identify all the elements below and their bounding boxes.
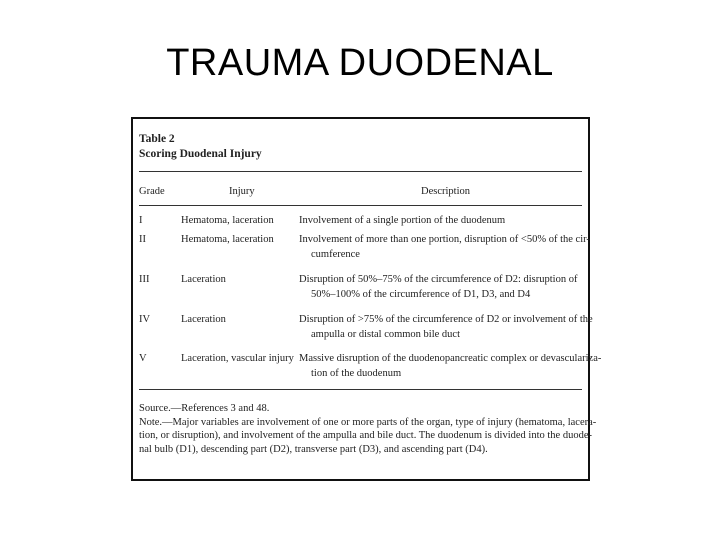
table-bottom-rule (139, 389, 582, 390)
description-line: Involvement of a single portion of the duodenum (299, 215, 506, 226)
injury-cell: Laceration, vascular injury (181, 353, 294, 364)
note-line: tion, or disruption), and involvement of the ampulla and bile duct. The duodenum is divided into the duode- (139, 430, 592, 441)
header-grade: Grade (139, 186, 165, 197)
slide-title: TRAUMA DUODENAL (166, 42, 554, 84)
description-line: Massive disruption of the duodenopancreatic complex or devascularizа- (299, 353, 602, 364)
note-line: Note.—Major variables are involvement of one or more parts of the organ, type of injury (hematoma, lacera- (139, 416, 597, 428)
grade-cell: V (139, 353, 147, 364)
grade-cell: II (139, 234, 146, 245)
description-cell (299, 273, 583, 302)
note-line: nal bulb (D1), descending part (D2), transverse part (D3), and ascending part (D4). (139, 443, 488, 455)
description-cell (299, 214, 583, 229)
description-line: cumference (311, 248, 360, 260)
table-notes (139, 402, 597, 456)
injury-cell: Hematoma, laceration (181, 234, 274, 245)
grade-cell: III (139, 274, 150, 285)
source-line: Source.—References 3 and 48. (139, 403, 270, 414)
injury-cell: Laceration (181, 274, 226, 285)
injury-cell: Laceration (181, 314, 226, 325)
table-top-rule (139, 171, 582, 172)
description-cell (299, 352, 602, 381)
description-line: Disruption of 50%–75% of the circumference of D2: disruption of (299, 274, 578, 285)
header-injury: Injury (229, 186, 255, 197)
grade-cell: IV (139, 314, 151, 325)
table-label: Table 2 (139, 133, 175, 145)
description-cell (299, 233, 590, 262)
grade-cell: I (139, 215, 143, 226)
table-title: Scoring Duodenal Injury (139, 148, 262, 160)
header-rule (139, 205, 582, 206)
description-cell (299, 313, 593, 342)
injury-cell: Hematoma, laceration (181, 215, 274, 226)
description-line: Disruption of >75% of the circumference of D2 or involvement of the (299, 314, 593, 325)
scoring-table-image (131, 117, 602, 481)
description-line: 50%–100% of the circumference of D1, D3, and D4 (311, 288, 531, 300)
description-line: Involvement of more than one portion, disruption of <50% of the cir- (299, 234, 590, 245)
description-line: tion of the duodenum (311, 367, 402, 379)
description-line: ampulla or distal common bile duct (311, 328, 461, 340)
header-description: Description (421, 186, 470, 197)
